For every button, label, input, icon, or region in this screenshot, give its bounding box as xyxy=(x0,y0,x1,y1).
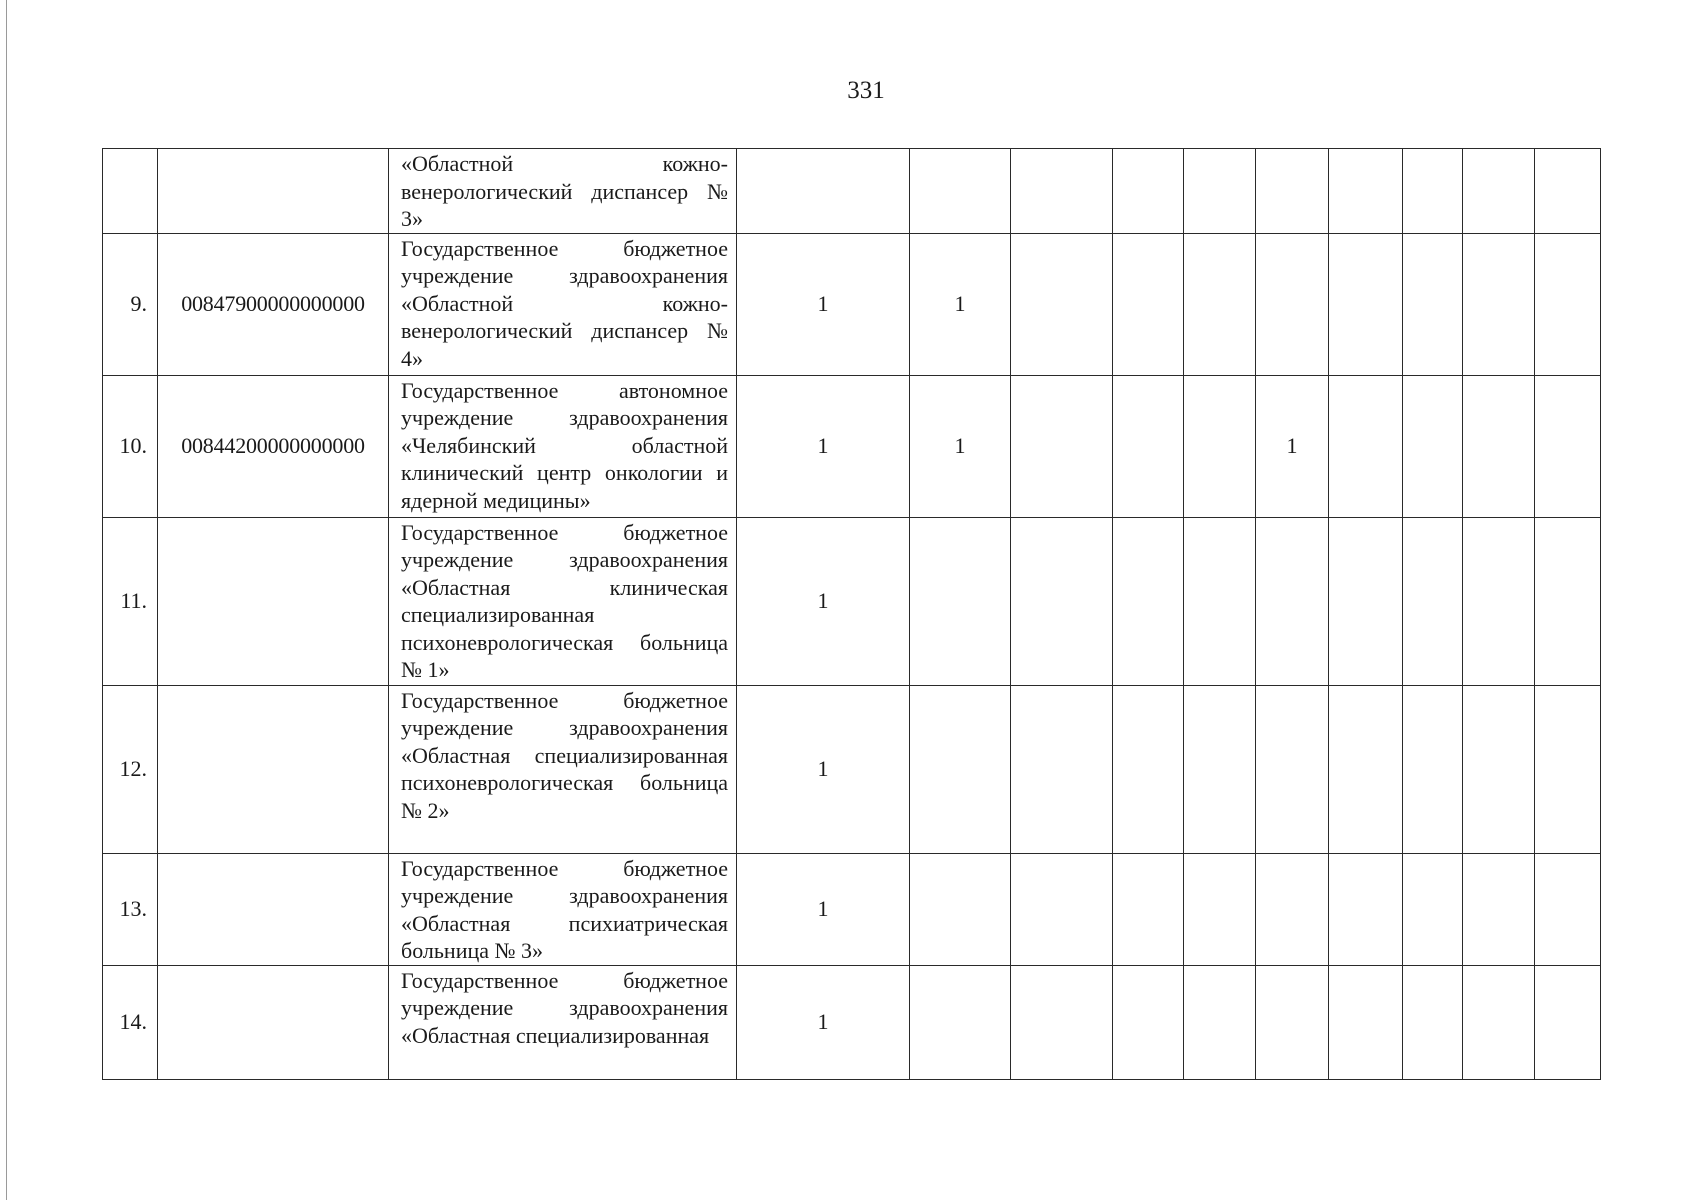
row-number: 10. xyxy=(103,375,158,517)
value-cell-1 xyxy=(737,149,910,234)
value-cell-10 xyxy=(1535,149,1601,234)
value-cell-7 xyxy=(1329,233,1403,375)
table-row xyxy=(103,375,1601,517)
value-cell-2 xyxy=(910,685,1011,853)
value-cell-7 xyxy=(1329,685,1403,853)
row-number: 9. xyxy=(103,233,158,375)
institution-code: 00844200000000000 xyxy=(158,375,389,517)
value-cell-10 xyxy=(1535,965,1601,1079)
value-cell-6 xyxy=(1256,149,1329,234)
value-cell-3 xyxy=(1011,853,1113,965)
value-cell-10 xyxy=(1535,233,1601,375)
value-cell-10 xyxy=(1535,853,1601,965)
value-cell-1: 1 xyxy=(737,965,910,1079)
value-cell-2 xyxy=(910,853,1011,965)
value-cell-1: 1 xyxy=(737,233,910,375)
table-row xyxy=(103,233,1601,375)
value-cell-8 xyxy=(1403,853,1463,965)
value-cell-3 xyxy=(1011,375,1113,517)
institution-name: Государственное бюджетное учреждение здравоохранения «Областная клиническая специализированная психоневрологическая больница № 1» xyxy=(389,517,737,685)
value-cell-5 xyxy=(1184,517,1256,685)
value-cell-8 xyxy=(1403,517,1463,685)
value-cell-4 xyxy=(1113,853,1184,965)
value-cell-6: 1 xyxy=(1256,375,1329,517)
institution-name: Государственное бюджетное учреждение здравоохранения «Областная специализированная психоневрологическая больница № 2» xyxy=(389,685,737,853)
value-cell-7 xyxy=(1329,853,1403,965)
value-cell-9 xyxy=(1463,233,1535,375)
value-cell-5 xyxy=(1184,965,1256,1079)
value-cell-6 xyxy=(1256,685,1329,853)
value-cell-1: 1 xyxy=(737,685,910,853)
table-row xyxy=(103,517,1601,685)
value-cell-9 xyxy=(1463,853,1535,965)
value-cell-8 xyxy=(1403,685,1463,853)
value-cell-2: 1 xyxy=(910,233,1011,375)
value-cell-10 xyxy=(1535,685,1601,853)
value-cell-9 xyxy=(1463,685,1535,853)
value-cell-3 xyxy=(1011,233,1113,375)
institution-name: Государственное бюджетное учреждение здравоохранения «Областная психиатрическая больница № 3» xyxy=(389,853,737,965)
institution-name: Государственное бюджетное учреждение здравоохранения «Областной кожно-венерологический диспансер № 4» xyxy=(389,233,737,375)
value-cell-8 xyxy=(1403,375,1463,517)
value-cell-5 xyxy=(1184,853,1256,965)
value-cell-8 xyxy=(1403,149,1463,234)
institution-code xyxy=(158,853,389,965)
value-cell-7 xyxy=(1329,375,1403,517)
value-cell-9 xyxy=(1463,149,1535,234)
value-cell-6 xyxy=(1256,965,1329,1079)
value-cell-3 xyxy=(1011,517,1113,685)
table-body xyxy=(103,149,1601,1080)
value-cell-5 xyxy=(1184,233,1256,375)
value-cell-4 xyxy=(1113,517,1184,685)
value-cell-3 xyxy=(1011,685,1113,853)
page-number: 331 xyxy=(847,77,885,104)
value-cell-7 xyxy=(1329,965,1403,1079)
value-cell-3 xyxy=(1011,149,1113,234)
row-number xyxy=(103,149,158,234)
value-cell-1: 1 xyxy=(737,517,910,685)
value-cell-4 xyxy=(1113,149,1184,234)
institution-name: Государственное автономное учреждение здравоохранения «Челябинский областной клинический центр онкологии и ядерной медицины» xyxy=(389,375,737,517)
value-cell-9 xyxy=(1463,517,1535,685)
value-cell-10 xyxy=(1535,375,1601,517)
value-cell-5 xyxy=(1184,685,1256,853)
value-cell-4 xyxy=(1113,685,1184,853)
institution-code xyxy=(158,149,389,234)
value-cell-6 xyxy=(1256,517,1329,685)
table-row xyxy=(103,685,1601,853)
value-cell-1: 1 xyxy=(737,853,910,965)
table-row xyxy=(103,149,1601,234)
value-cell-8 xyxy=(1403,965,1463,1079)
row-number: 14. xyxy=(103,965,158,1079)
value-cell-9 xyxy=(1463,375,1535,517)
value-cell-9 xyxy=(1463,965,1535,1079)
row-number: 13. xyxy=(103,853,158,965)
institution-code xyxy=(158,517,389,685)
value-cell-2 xyxy=(910,965,1011,1079)
institution-code: 00847900000000000 xyxy=(158,233,389,375)
value-cell-2 xyxy=(910,149,1011,234)
value-cell-6 xyxy=(1256,233,1329,375)
table-row xyxy=(103,965,1601,1079)
row-number: 11. xyxy=(103,517,158,685)
value-cell-4 xyxy=(1113,233,1184,375)
institutions-table xyxy=(102,148,1601,1080)
institution-name: Государственное бюджетное учреждение здравоохранения «Областная специализированная xyxy=(389,965,737,1079)
institution-code xyxy=(158,685,389,853)
value-cell-7 xyxy=(1329,517,1403,685)
institution-name: «Областной кожно-венерологический диспансер № 3» xyxy=(389,149,737,234)
table-row xyxy=(103,853,1601,965)
value-cell-1: 1 xyxy=(737,375,910,517)
value-cell-8 xyxy=(1403,233,1463,375)
value-cell-2 xyxy=(910,517,1011,685)
value-cell-7 xyxy=(1329,149,1403,234)
page-left-edge xyxy=(6,0,7,1200)
institution-code xyxy=(158,965,389,1079)
row-number: 12. xyxy=(103,685,158,853)
value-cell-10 xyxy=(1535,517,1601,685)
value-cell-5 xyxy=(1184,375,1256,517)
value-cell-6 xyxy=(1256,853,1329,965)
value-cell-5 xyxy=(1184,149,1256,234)
value-cell-4 xyxy=(1113,965,1184,1079)
value-cell-4 xyxy=(1113,375,1184,517)
value-cell-2: 1 xyxy=(910,375,1011,517)
value-cell-3 xyxy=(1011,965,1113,1079)
